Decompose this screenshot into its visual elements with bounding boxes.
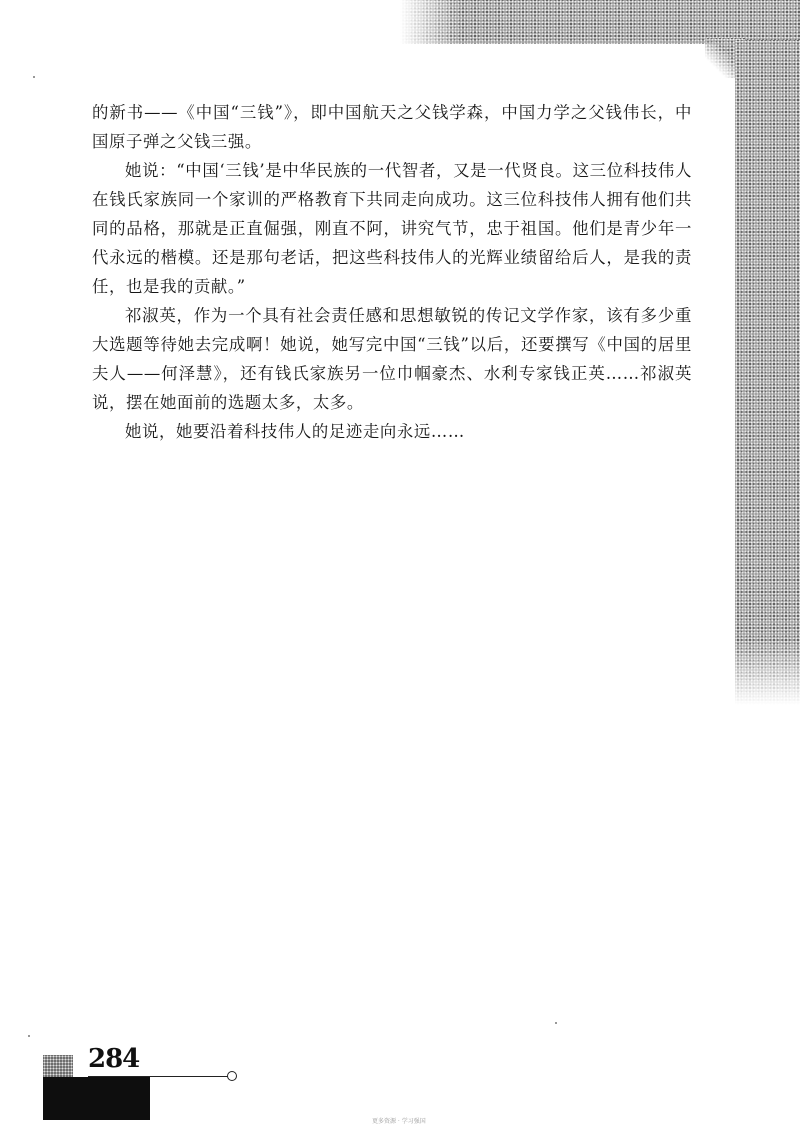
scan-speck — [33, 76, 35, 78]
scan-speck — [555, 1022, 557, 1024]
scan-speck — [28, 1035, 30, 1037]
halftone-band-right — [735, 40, 800, 705]
page-number: 284 — [88, 1044, 140, 1074]
folio-rule — [88, 1076, 228, 1077]
paragraph-quote: 她说：“中国‘三钱’是中华民族的一代智者，又是一代贤良。这三位科技伟人在钱氏家族同一个家训的严格教育下共同走向成功。这三位科技伟人拥有他们共同的品格，那就是正直倔强，刚直不阿，讲究气节，忠于祖国。他们是青少年一代永远的楷模。还是那句老话，把这些科技伟人的光辉业绩留给后人，是我的责任，也是我的贡献。” — [92, 161, 692, 296]
paragraph-topics: 祁淑英，作为一个具有社会责任感和思想敏锐的传记文学作家，该有多少重大选题等待她去完成啊！她说，她写完中国“三钱”以后，还要撰写《中国的居里夫人——何泽慧》，还有钱氏家族另一位巾帼豪杰、水利专家钱正英……祁淑英说，摆在她面前的选题太多，太多。 — [92, 306, 692, 412]
folio-circle-icon — [227, 1071, 237, 1081]
folio-black-block — [43, 1077, 150, 1120]
paragraph-closing: 她说，她要沿着科技伟人的足迹走向永远…… — [125, 422, 465, 441]
paragraph-continued: 的新书——《中国“三钱”》，即中国航天之父钱学森，中国力学之父钱伟长，中国原子弹之父钱三强。 — [92, 103, 692, 151]
page-body — [92, 98, 692, 446]
watermark: 更多资源 · 学习强国 — [372, 1118, 426, 1125]
